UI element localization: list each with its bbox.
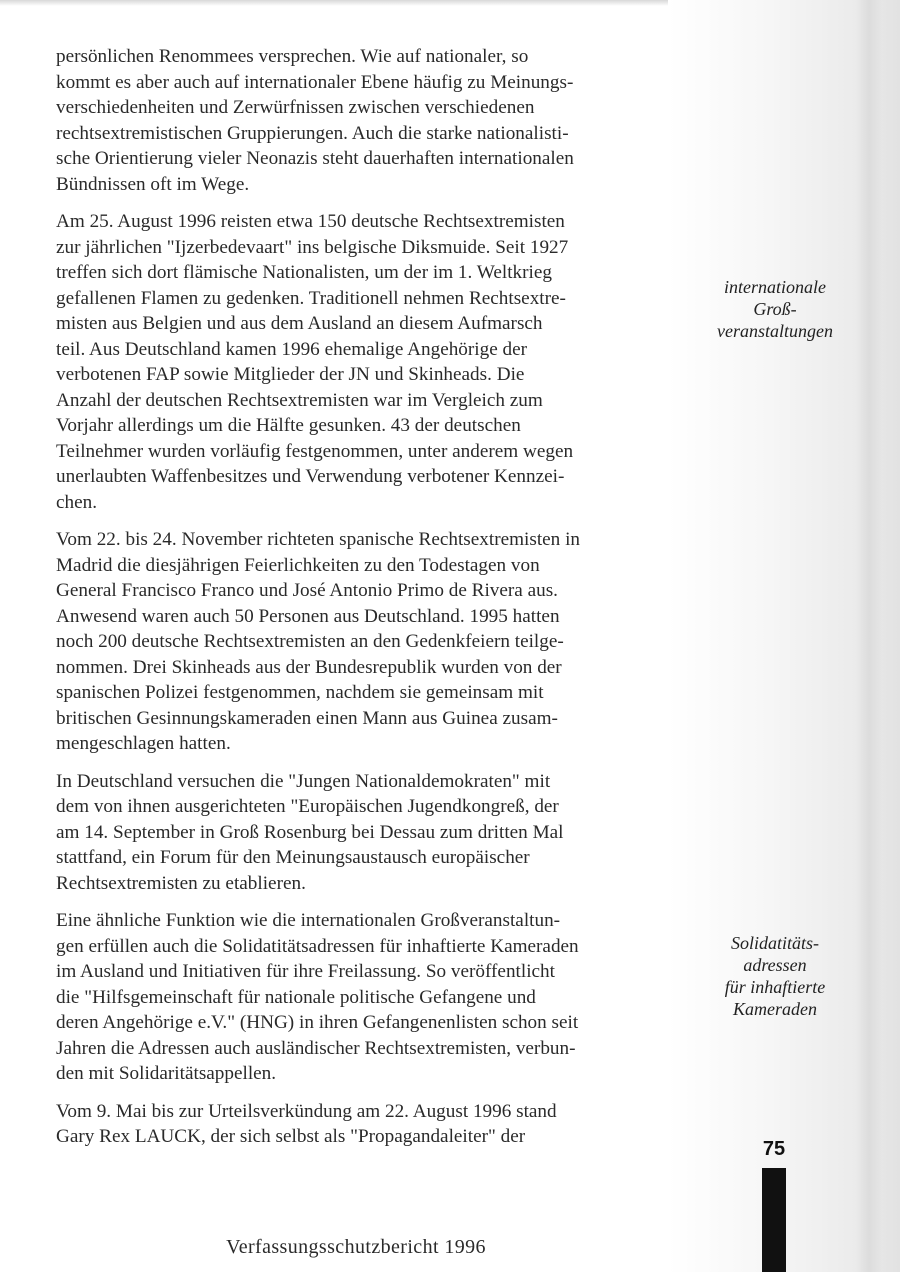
text-line: Madrid die diesjährigen Feierlichkeiten zu den Todestagen von bbox=[56, 554, 540, 576]
text-line: Anwesend waren auch 50 Personen aus Deutschland. 1995 hatten bbox=[56, 605, 560, 627]
text-line: General Francisco Franco und José Antonio Primo de Rivera aus. bbox=[56, 580, 558, 601]
margin-note-line: veranstaltungen bbox=[717, 321, 833, 341]
text-line: Bündnissen oft im Wege. bbox=[56, 173, 250, 195]
text-line: zur jährlichen "Ijzerbedevaart" ins belgische Diksmuide. Seit 1927 bbox=[56, 236, 569, 258]
text-line: unerlaubten Waffenbesitzes und Verwendung verbotener Kennzei- bbox=[56, 466, 565, 487]
text-line: rechtsextremistischen Gruppierungen. Auch die starke nationalisti- bbox=[56, 122, 569, 144]
margin-note-line: für inhaftierte bbox=[724, 977, 826, 997]
text-line: gefallenen Flamen zu gedenken. Traditionell nehmen Rechtsextre- bbox=[56, 287, 566, 309]
text-line: verbotenen FAP sowie Mitglieder der JN und Skinheads. Die bbox=[56, 364, 525, 385]
text-line: sche Orientierung vieler Neonazis steht dauerhaften internationalen bbox=[56, 148, 574, 169]
text-line: chen. bbox=[56, 491, 98, 513]
margin-note-internationale-grossveranstaltungen bbox=[690, 276, 860, 342]
paragraph-5 bbox=[56, 908, 656, 1087]
paragraph-6 bbox=[56, 1099, 656, 1150]
text-line: am 14. September in Groß Rosenburg bei Dessau zum dritten Mal bbox=[56, 821, 564, 843]
text-line: deren Angehörige e.V." (HNG) in ihren Gefangenenlisten schon seit bbox=[56, 1012, 579, 1033]
margin-note-line: Solidatitäts- bbox=[730, 933, 819, 953]
text-line: teil. Aus Deutschland kamen 1996 ehemalige Angehörige der bbox=[56, 338, 528, 360]
text-line: In Deutschland versuchen die "Jungen Nationaldemokraten" mit bbox=[56, 770, 551, 792]
text-line: treffen sich dort flämische Nationalisten, um der im 1. Weltkrieg bbox=[56, 262, 552, 283]
text-line: Rechtsextremisten zu etablieren. bbox=[56, 872, 306, 894]
text-line: Vorjahr allerdings um die Hälfte gesunken. 43 der deutschen bbox=[56, 415, 521, 436]
margin-note-solidaritaetsadressen bbox=[690, 932, 860, 1020]
text-line: im Ausland und Initiativen für ihre Freilassung. So veröffentlicht bbox=[56, 961, 555, 982]
paragraph-4 bbox=[56, 769, 656, 897]
text-line: noch 200 deutsche Rechtsextremisten an den Gedenkfeiern teilge- bbox=[56, 631, 564, 652]
text-line: Jahren die Adressen auch ausländischer Rechtsextremisten, verbun- bbox=[56, 1037, 576, 1059]
text-line: dem von ihnen ausgerichteten "Europäischen Jugendkongreß, der bbox=[56, 796, 559, 817]
text-line: Teilnehmer wurden vorläufig festgenommen, unter anderem wegen bbox=[56, 440, 574, 462]
text-line: mengeschlagen hatten. bbox=[56, 733, 231, 754]
paragraph-1 bbox=[56, 44, 656, 197]
text-line: Am 25. August 1996 reisten etwa 150 deutsche Rechtsextremisten bbox=[56, 211, 565, 232]
text-line: Vom 9. Mai bis zur Urteilsverkündung am 22. August 1996 stand bbox=[56, 1100, 557, 1122]
margin-note-line: Groß- bbox=[753, 299, 797, 319]
text-line: verschiedenheiten und Zerwürfnissen zwischen verschiedenen bbox=[56, 97, 535, 118]
paragraph-3 bbox=[56, 527, 656, 757]
margin-note-line: Kameraden bbox=[733, 999, 817, 1019]
text-line: Vom 22. bis 24. November richteten spanische Rechtsextremisten in bbox=[56, 529, 580, 550]
text-line: persönlichen Renommees versprechen. Wie auf nationaler, so bbox=[56, 46, 529, 67]
paragraph-2 bbox=[56, 209, 656, 515]
text-line: britischen Gesinnungskameraden einen Mann aus Guinea zusam- bbox=[56, 707, 558, 729]
text-line: misten aus Belgien und aus dem Ausland an diesem Aufmarsch bbox=[56, 313, 543, 334]
text-line: den mit Solidaritätsappellen. bbox=[56, 1063, 277, 1084]
page-margin-shadow bbox=[668, 0, 900, 1272]
text-line: die "Hilfsgemeinschaft für nationale politische Gefangene und bbox=[56, 986, 536, 1008]
text-line: Eine ähnliche Funktion wie die internationalen Großveranstaltun- bbox=[56, 910, 561, 931]
text-line: spanischen Polizei festgenommen, nachdem sie gemeinsam mit bbox=[56, 682, 544, 703]
text-line: kommt es aber auch auf internationaler Ebene häufig zu Meinungs- bbox=[56, 71, 574, 93]
text-line: nommen. Drei Skinheads aus der Bundesrepublik wurden von der bbox=[56, 656, 562, 678]
chapter-tab-marker bbox=[762, 1168, 786, 1272]
running-footer: Verfassungsschutzbericht 1996 bbox=[226, 1236, 486, 1258]
body-text-column bbox=[56, 44, 656, 1162]
text-line: Gary Rex LAUCK, der sich selbst als "Propagandaleiter" der bbox=[56, 1126, 526, 1147]
text-line: stattfand, ein Forum für den Meinungsaustausch europäischer bbox=[56, 847, 530, 868]
page-number: 75 bbox=[762, 1138, 786, 1160]
margin-note-line: internationale bbox=[724, 277, 826, 297]
text-line: gen erfüllen auch die Solidatitätsadressen für inhaftierte Kameraden bbox=[56, 935, 579, 957]
text-line: Anzahl der deutschen Rechtsextremisten war im Vergleich zum bbox=[56, 389, 543, 411]
margin-note-line: adressen bbox=[743, 955, 807, 975]
